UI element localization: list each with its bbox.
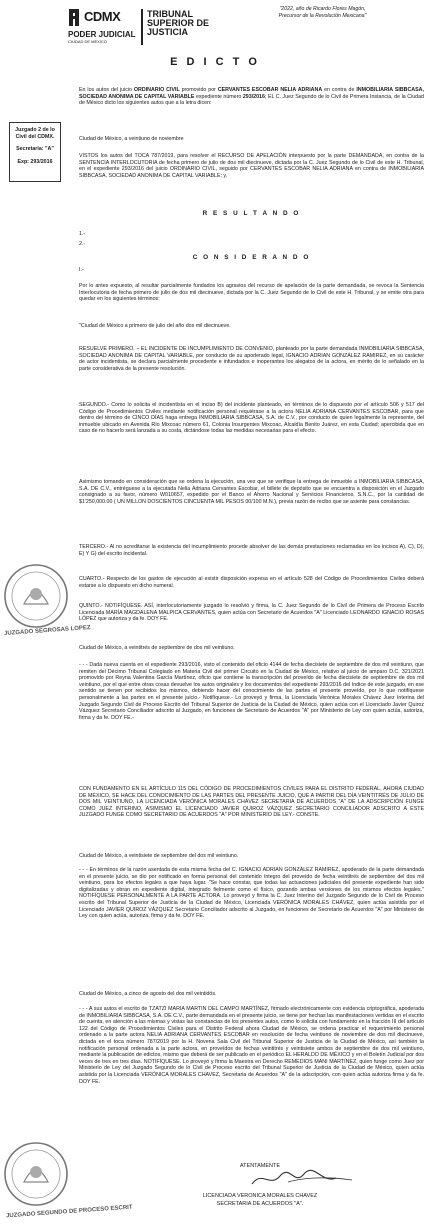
- intro-juicio: ORDINARIO CIVIL: [133, 87, 180, 93]
- signatory-name: LICENCIADA VERONICA MORALES CHAVEZ: [202, 1193, 318, 1199]
- tribunal-name: [147, 10, 209, 37]
- intro-text: ; EL C. Juez Segundo de lo Civil de Primera Instancia, de la Ciudad de México dicto los siguientes autos que a la letra dicen:: [79, 93, 424, 107]
- resolutivo-quinto: QUINTO.- NOTIFÍQUESE. ASÍ, interlocutoriamente juzgado lo resolvió y firma, la C. Juez Segundo de lo Civil de Primera de Proceso Escrito Licenciada MARÍA MAGDALENA MALPICA CERVANTES, quien actúa con Secretario de Acuerdos "A" Licenciado LEONARDO IGNACIO ROSAS LÓPEZ que autoriza y da fe. DOY FE.: [79, 603, 424, 623]
- resultando-2: 2.-: [79, 241, 86, 247]
- logo-poder-judicial: PODER JUDICIAL: [68, 30, 136, 39]
- intro-text: promovido por: [179, 87, 218, 93]
- intro-paragraph: [79, 87, 424, 107]
- motto-line-1: "2022, año de Ricardo Flores Magón,: [279, 6, 366, 12]
- resuelve-primero: RESUELVE PRIMERO. – EL INCIDENTE DE INCUMPLIMIENTO DE CONVENIO, planteado por la parte demandada INMOBILIARIA SIBBCASA, SOCIEDAD ANONIMA DE CAPITAL VARIABLE, por conducto de su apoderado legal, IGNACIO ADRIAN GONZÁLEZ RAMIREZ, en su carácter de actor incidentista, se declara parcialmente procedente e infundados e inoperantes los alegatos de la actora, en mérito de lo señalado en la parte considerativa de la presente resolución.: [79, 346, 424, 372]
- intro-text: en contra de: [322, 87, 357, 93]
- intro-expediente: 293/2016: [242, 93, 265, 100]
- handwritten-signature-icon: [232, 1168, 392, 1190]
- case-reference-box: [9, 122, 61, 182]
- seal-label: JUZGADO SEGUNDO DE PROCESO ESCRIT: [5, 1204, 133, 1220]
- autos-paragraph: - - - A sus autos el escrito de TZATZI MARIA MARTIN DEL CAMPO MARTÍNEZ, firmado electrónicamente con evidencia criptográfica, apoderada de INMOBILIARIA SIBBCASA, S.A. DE C.V., parte demandada en el presente juicio, se tiene por hechas las manifestaciones vertidas en el escrito de cuenta, en atención a las mismas y vistas las constancias de los presentes autos, como lo solicita con fundamento en la fracción III del artículo 122 del Código de Procedimientos Civiles para el Distrito Federal ahora Ciudad de México, se ordena practicar el requerimiento personal ordenado a la parte actora NELIA ADRIANA CERVANTES ESCOBAR en resolución de fecha veintiuno de noviembre de dos mil diecinueve, dictada en el toca número 787/2019 por la H. Novena Sala Civil del Tribunal Superior de Justicia de la Ciudad de México, así también la notificación personal ordenada a la parte actora, en proveídos de fechas veintitrés y veintisiete ambos de septiembre de dos mil veintiuno, mediante la publicación de edictos, mismo que deberá de ser publicado en el periódico EL HERALDO DE MÉXICO y en el Boletín Judicial por dos veces de tres en tres días. NOTIFÍQUESE. Lo proveyó y firma la Maestra en Derecho REMEDIOS MANI MARTÍNEZ, quien funge como Juez por Ministerio de Ley del Juzgado Segundo de lo Civil de Proceso escrito del Tribunal Superior de Justicia de la Ciudad de México, quien actúa asistida por la Licenciada VERÓNICA MORALES CHAVEZ, Secretaria de Acuerdos "A" de la adscripción, con quien actúa autoriza firma y da fe. DOY FE.: [79, 1006, 424, 1085]
- cdmx-logo: [68, 7, 138, 45]
- intro-actora: CERVANTES ESCOBAR NELIA ADRIANA: [217, 87, 323, 93]
- intro-text: En los autos del juicio: [79, 87, 134, 93]
- resolutivo-tercero: TERCERO.- Al no acreditarse la existencia del incumplimiento procede absolver de las demás prestaciones reclamadas en los incisos A), C), D), E) Y G) del escrito incidental.: [79, 544, 424, 557]
- logo-cdmx-text: CDMX: [84, 9, 121, 24]
- asimismo-paragraph: Asimismo tomando en consideración que se ordena la ejecución, una vez que se verifique la entrega de inmueble a INMOBILIARIA SIBBCASA, S.A. DE C.V., entréguese a la ejecutada Nelia Adriana Cervantes Escobar, el billete de depósito que se encuentra a disposición en el Juzgado consignado a su favor, número W010657, expedido por el Banco el Ahorro Nacional y Servicios Financieros, S.N.C., por la cantidad de $1'250,000.00 ( UN MILLON DOSCIENTOS CINCUENTA MIL PESOS 00/100 M.N.), previa razón de recibo que se asiente para constancias.: [79, 479, 424, 505]
- expediente-line: Exp: 293/2016: [17, 159, 53, 165]
- fundamento-paragraph: CON FUNDAMENTO EN EL ARTÍCULO 115 DEL CÓDIGO DE PROCEDIMIENTOS CIVILES PARA EL DISTRITO FEDERAL, AHORA CIUDAD DE MÉXICO, SE HACE DEL CONOCIMIENTO DE LAS PARTES DEL PRESENTE JUICIO, QUE A PARTIR DEL DÍA VEINTITRÉS DE JULIO DE DOS MIL VEINTIUNO, LA LICENCIADA VERÓNICA MORALES CHÁVEZ SECRETARIA DE ACUERDOS "A" DE LA ADSCRIPCIÓN FUNGE COMO JUEZ INTERINO, ASIMISMO EL LICENCIADO JAVIER QUIROZ VÁZQUEZ SECRETARIO CONCILIADOR ADSCRITO A ESTE JUZGADO FUNGE COMO SECRETARIO DE ACUERDOS "A" POR MINISTERIO DE LEY.- CONSTE.: [79, 786, 424, 819]
- year-motto: [255, 6, 390, 20]
- seal-label: JUZGADO SEGROSAS LOPEZ: [3, 624, 91, 638]
- tribunal-line-1: TRIBUNAL: [147, 9, 193, 19]
- court-line-1: Juzgado 2 de lo: [15, 127, 55, 133]
- quoted-date: "Ciudad de México a primero de julio del año dos mil diecinueve.: [79, 323, 231, 329]
- tribunal-line-2: SUPERIOR DE: [147, 18, 210, 28]
- header-divider: [141, 9, 143, 45]
- motto-line-2: Precursor de la Revolución Mexicana": [278, 13, 367, 19]
- court-seal-icon: [2, 562, 70, 630]
- date-line: Ciudad de México, a cinco de agosto del dos mil veintidós.: [79, 991, 217, 997]
- intro-text: expediente número: [194, 93, 243, 100]
- atentamente-label: ATENTAMENTE: [239, 1163, 281, 1169]
- resolutivo-cuarto: CUARTO.- Respecto de los gastos de ejecución al existir disposición expresa en el artículo 528 del Código de Procedimientos Civiles deberá estarse a lo dispuesto en dicho numeral.: [79, 576, 424, 589]
- resultando-heading: R E S U L T A N D O: [202, 210, 301, 217]
- date-line: Ciudad de México, a veintitrés de septiembre de dos mil veintiuno.: [79, 645, 235, 651]
- secretaria-line: Secretaria: "A": [16, 146, 54, 152]
- date-line: Ciudad de México, a veintiuno de noviembre: [79, 136, 184, 142]
- vistos-paragraph: VISTOS los autos del TOCA 787/2019, para resolver el RECURSO DE APELACIÓN interpuesto por la parte DEMANDADA, en contra de la SENTENCIA INTERLOCUTORIA de fecha primero de julio de dos mil diecinueve, dictada por la C. Juez Segundo de lo Civil de este H. Tribunal, en el expediente 293/2016 del juicio ORDINARIO CIVIL, seguido por CERVANTES ESCOBAR NELIA ADRIANA en contra de INMOBILIARIA SIBBCASA, SOCIEDAD ANONIMA DE CAPITAL VARIABLE; y,: [79, 153, 424, 179]
- court-seal-icon: [2, 1140, 70, 1208]
- court-line-2: Civil del CDMX.: [15, 134, 55, 140]
- considerando-1: I.-: [79, 267, 84, 273]
- tribunal-line-3: JUSTICIA: [147, 27, 189, 37]
- date-line: Ciudad de México, a veintisiete de septiembre del dos mil veintiuno.: [79, 853, 239, 859]
- razon-paragraph: - - - En términos de la razón asentada de esta misma fecha del C. IGNACIO ADRIAN GONZÁLEZ RAMIREZ, apoderado de la parte demandada en el presente juicio, se dio por notificado en forma personal del contenido íntegro del proveído de fecha veintitrés de septiembre del dos mil veintiuno, para los efectos legales a que haya lugar. "Se hace constar, que todas las actuaciones judiciales del presente expediente han sido digitalizadas y obran en expediente digital, integrado fielmente como el físico, gozando ambas versiones de los mismos efectos legales." NOTIFÍQUESE PERSONALMENTE A LA PARTE ACTORA. Lo proveyó y firma la C. Juez Interino del Juzgado Segundo de lo Civil de Proceso escrito del Tribunal Superior de Justicia de la Ciudad de México, Licenciada VERÓNICA MORALES CHÁVEZ, quien actúa asistida por el Licenciado JAVIER QUIROZ VÁZQUEZ Secretario Conciliador adscrito al Juzgado, en funciones de Secretario de Acuerdos "A" por Ministerio de Ley con quien actúa, autoriza, firma y da fe. DOY FE.: [79, 867, 424, 920]
- logo-ciudad: CIUDAD DE MÉXICO: [68, 39, 107, 44]
- signatory-title: SECRETARIA DE ACUERDOS "A".: [216, 1201, 304, 1207]
- resultando-1: 1.-: [79, 231, 86, 237]
- intro-demandada: INMOBILIARIA SIBBCASA, SOCIEDAD ANONIMA DE CAPITAL VARIABLE: [79, 87, 424, 100]
- dada-cuenta-paragraph: - - - Dada nueva cuenta en el expediente 293/2016, visto el contenido del oficio 4144 de fecha diecisiete de septiembre de dos mil veintiuno, que remiten del Décimo Tribunal Colegiado en Materia Civil del primer Circuito en la Ciudad de México, relativo al juicio de amparo D.C. 321/2021 promovido por Reyna Valentina García Martínez, oficio que contiene la transcripción del proveído de fecha diecisiete de septiembre de dos mil veintiuno, por el que entre otras cosas devuelve los autos originales y los documentos del expediente 293/2016 del índice de este juzgado, en ese sentido se tienen por recibidos los mismos, debiendo hacer del conocimiento de las partes el presente proveído, por lo que notifíquese personalmente a las partes en el presente juicio.- Notifíquese.- Lo proveyó y firma, la Licenciada Verónica Morales Chávez Juez Interina del Juzgado Segundo Civil de Proceso Escrito del Tribunal Superior de Justicia de la Ciudad de México, quien actúa con el Licenciado Javier Quiroz Vázquez Secretario Conciliador adscrito al Juzgado, en funciones de Secretario de Acuerdos "A" por Ministerio de Ley con quien actúa, autoriza, firma y da fe. DOY FE.-: [79, 662, 424, 721]
- expuesto-paragraph: Por lo antes expuesto, al resultar parcialmente fundados los agravios del recurso de apelación de la parte demandada, se revoca la Sentencia Interlocutoria de fecha primero de julio de dos mil diecinueve, dictada por la C. Juez Segundo de lo Civil de este H. Tribunal, y se emite otra para quedar en los siguientes términos:: [79, 283, 424, 303]
- considerando-heading: C O N S I D E R A N D O: [192, 254, 311, 261]
- resolutivo-segundo: SEGUNDO.- Como lo solicita el incidentista en el inciso B) del incidente planteado, en términos de lo dispuesto por el artículo 506 y 517 del Código de Procedimientos Civiles mediante notificación personal requiérase a la actora NELIA ADRIANA CERVANTES ESCOBAR, para que dentro del término de CINCO DÍAS haga entrega INMOBILIARIA SIBBCASA, S.A. de C.V., por conducto de quien legalmente la represente, del inmueble ubicado en Avenida Río Mixcoac número 61, Colonia Insurgentes Mixcoac, Alcaldía Benito Juárez, en esta Ciudad; apercibida que en caso de no hacerlo será lanzada a su costa, dictándose todas las medidas necesarias para el efecto.: [79, 402, 424, 435]
- document-title: E D I C T O: [170, 56, 260, 68]
